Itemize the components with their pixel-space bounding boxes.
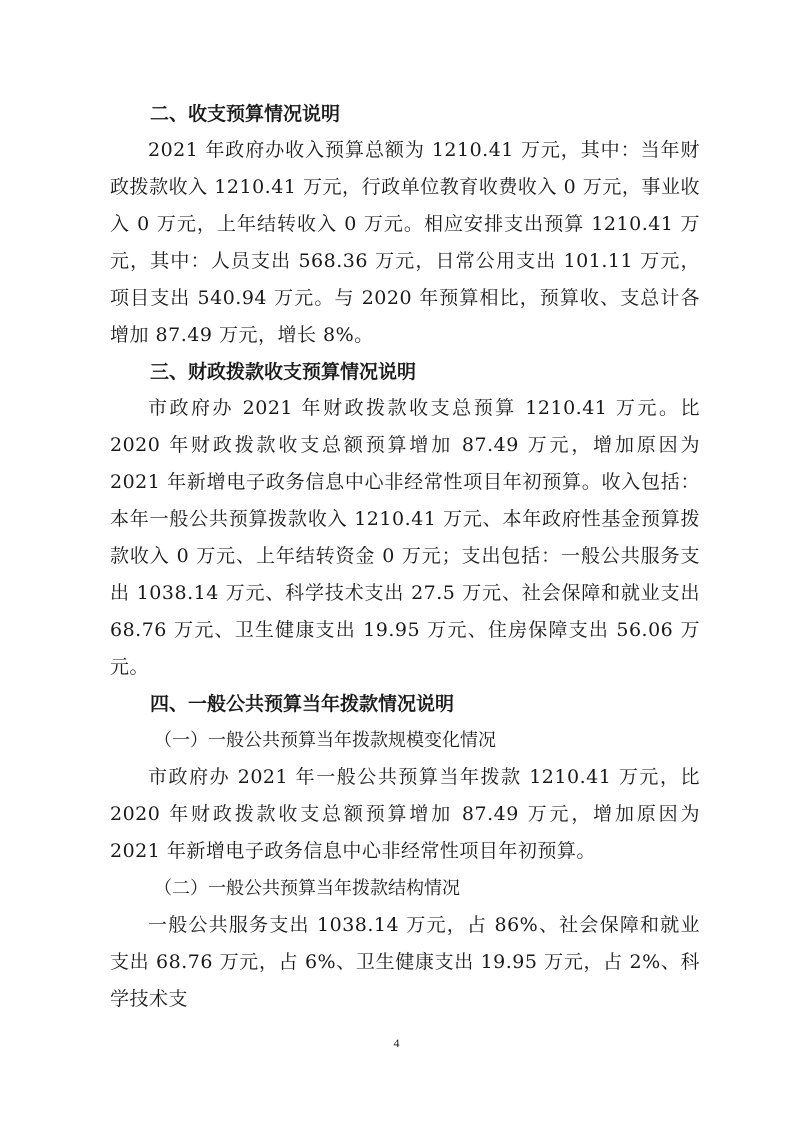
section-heading-general-public-budget: 四、一般公共预算当年拨款情况说明 [150, 693, 455, 715]
subheading-scale-change: （一）一般公共预算当年拨款规模变化情况 [154, 730, 496, 751]
paragraph-fiscal-appropriation: 市政府办 2021 年财政拨款收支总预算 1210.41 万元。比 2020 年财政拨款收支总额预算增加 87.49 万元，增加原因为 2021 年新增电子政务信息中心非经常性项目年初预算。收入包括：本年一般公共预算拨款收入 1210.41 万元、本年政府性基金预算拨款收入 0 万元、上年结转资金 0 万元；支出包括：一般公共服务支出 1038.14 万元、科学技术支出 27.5 万元、社会保障和就业支出 68.76 万元、卫生健康支出 19.95 万元、住房保障支出 56.06 万元。 [110, 397, 700, 678]
section-heading-fiscal-appropriation: 三、财政拨款收支预算情况说明 [150, 361, 417, 383]
document-page [110, 96, 700, 1018]
subheading-structure: （二）一般公共预算当年拨款结构情况 [154, 878, 460, 899]
page-number: 4 [393, 1036, 400, 1050]
section-heading-income-expenditure: 二、收支预算情况说明 [150, 103, 341, 125]
paragraph-structure: 一般公共服务支出 1038.14 万元，占 86%、社会保障和就业支出 68.76 万元，占 6%、卫生健康支出 19.95 万元，占 2%、科学技术支 [110, 914, 700, 1010]
paragraph-income-expenditure: 2021 年政府办收入预算总额为 1210.41 万元，其中：当年财政拨款收入 1210.41 万元，行政单位教育收费收入 0 万元，事业收入 0 万元，上年结转收入 0 万元。相应安排支出预算 1210.41 万元，其中：人员支出 568.36 万元，日常公用支出 101.11 万元，项目支出 540.94 万元。与 2020 年预算相比，预算收、支总计各增加 87.49 万元，增长 8%。 [110, 139, 700, 346]
paragraph-scale-change: 市政府办 2021 年一般公共预算当年拨款 1210.41 万元，比 2020 年财政拨款收支总额预算增加 87.49 万元，增加原因为 2021 年新增电子政务信息中心非经常性项目年初预算。 [110, 766, 700, 862]
